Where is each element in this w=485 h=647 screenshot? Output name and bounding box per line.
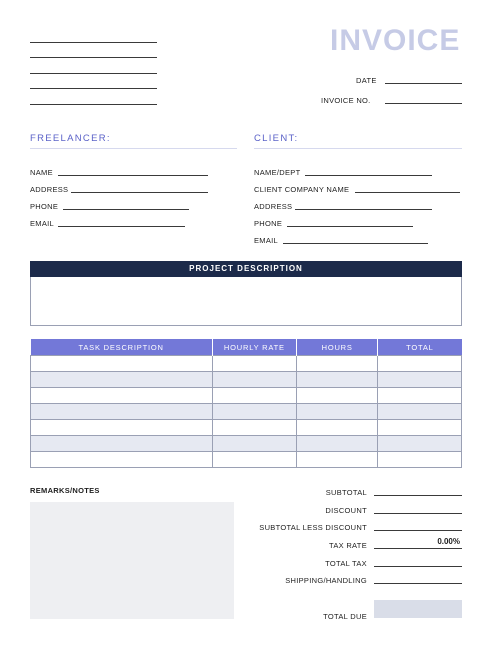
- freelancer-address-field[interactable]: [71, 192, 208, 193]
- client-address-field[interactable]: [295, 209, 432, 210]
- hours-cell[interactable]: [297, 452, 378, 468]
- remarks-field[interactable]: [30, 502, 234, 619]
- col-task-description: TASK DESCRIPTION: [31, 339, 213, 356]
- hours-cell[interactable]: [297, 404, 378, 420]
- table-row: [31, 404, 462, 420]
- freelancer-name-field[interactable]: [58, 175, 208, 176]
- table-row: [31, 420, 462, 436]
- rate-cell[interactable]: [212, 436, 296, 452]
- header-blank-line-2[interactable]: [30, 57, 157, 58]
- subtotal-less-discount-label: SUBTOTAL LESS DISCOUNT: [259, 523, 367, 532]
- col-hours: HOURS: [297, 339, 378, 356]
- total-cell[interactable]: [378, 356, 462, 372]
- remarks-label: REMARKS/NOTES: [30, 486, 100, 495]
- tax-rate-field: [374, 548, 462, 549]
- header-blank-line-1[interactable]: [30, 42, 157, 43]
- total-due-field[interactable]: [374, 600, 462, 618]
- task-cell[interactable]: [31, 436, 213, 452]
- task-cell[interactable]: [31, 420, 213, 436]
- table-row: [31, 372, 462, 388]
- hours-cell[interactable]: [297, 420, 378, 436]
- task-table: [30, 339, 462, 468]
- hours-cell[interactable]: [297, 356, 378, 372]
- rate-cell[interactable]: [212, 420, 296, 436]
- task-cell[interactable]: [31, 452, 213, 468]
- total-cell[interactable]: [378, 388, 462, 404]
- client-phone-label: PHONE: [254, 219, 283, 228]
- tax-rate-value[interactable]: 0.00%: [437, 537, 460, 546]
- shipping-handling-field[interactable]: [374, 583, 462, 584]
- freelancer-heading: FREELANCER:: [30, 133, 111, 144]
- col-total: TOTAL: [378, 339, 462, 356]
- total-cell[interactable]: [378, 436, 462, 452]
- subtotal-field[interactable]: [374, 495, 462, 496]
- project-description-field[interactable]: [30, 277, 462, 326]
- table-row: [31, 356, 462, 372]
- task-cell[interactable]: [31, 372, 213, 388]
- table-row: [31, 452, 462, 468]
- client-name-dept-label: NAME/DEPT: [254, 168, 301, 177]
- client-company-field[interactable]: [355, 192, 460, 193]
- date-label: DATE: [356, 76, 377, 85]
- table-row: [31, 388, 462, 404]
- client-email-label: EMAIL: [254, 236, 279, 245]
- shipping-handling-label: SHIPPING/HANDLING: [285, 576, 367, 585]
- freelancer-address-label: ADDRESS: [30, 185, 69, 194]
- client-name-dept-field[interactable]: [305, 175, 432, 176]
- client-company-label: CLIENT COMPANY NAME: [254, 185, 350, 194]
- total-tax-label: TOTAL TAX: [325, 559, 367, 568]
- discount-label: DISCOUNT: [325, 506, 367, 515]
- client-email-field[interactable]: [283, 243, 428, 244]
- hours-cell[interactable]: [297, 388, 378, 404]
- rate-cell[interactable]: [212, 372, 296, 388]
- tax-rate-label: TAX RATE: [329, 541, 367, 550]
- subtotal-less-discount-field[interactable]: [374, 530, 462, 531]
- client-divider: [254, 148, 462, 149]
- col-hourly-rate: HOURLY RATE: [212, 339, 296, 356]
- total-cell[interactable]: [378, 420, 462, 436]
- freelancer-divider: [30, 148, 237, 149]
- rate-cell[interactable]: [212, 356, 296, 372]
- client-address-label: ADDRESS: [254, 202, 293, 211]
- total-cell[interactable]: [378, 404, 462, 420]
- invoice-no-label: INVOICE NO.: [321, 96, 371, 105]
- client-phone-field[interactable]: [287, 226, 413, 227]
- header-blank-line-4[interactable]: [30, 88, 157, 89]
- total-cell[interactable]: [378, 372, 462, 388]
- total-due-label: TOTAL DUE: [323, 612, 367, 621]
- invoice-no-field[interactable]: [385, 103, 462, 104]
- project-description-heading: PROJECT DESCRIPTION: [30, 261, 462, 277]
- freelancer-email-field[interactable]: [58, 226, 185, 227]
- rate-cell[interactable]: [212, 452, 296, 468]
- rate-cell[interactable]: [212, 388, 296, 404]
- task-cell[interactable]: [31, 388, 213, 404]
- total-cell[interactable]: [378, 452, 462, 468]
- rate-cell[interactable]: [212, 404, 296, 420]
- freelancer-email-label: EMAIL: [30, 219, 55, 228]
- client-heading: CLIENT:: [254, 133, 299, 144]
- task-cell[interactable]: [31, 404, 213, 420]
- total-tax-field[interactable]: [374, 566, 462, 567]
- table-row: [31, 436, 462, 452]
- freelancer-phone-label: PHONE: [30, 202, 59, 211]
- date-field[interactable]: [385, 83, 462, 84]
- freelancer-phone-field[interactable]: [63, 209, 189, 210]
- subtotal-label: SUBTOTAL: [325, 488, 367, 497]
- header-blank-line-3[interactable]: [30, 73, 157, 74]
- invoice-title: INVOICE: [330, 24, 461, 57]
- header-blank-line-5[interactable]: [30, 104, 157, 105]
- freelancer-name-label: NAME: [30, 168, 53, 177]
- task-cell[interactable]: [31, 356, 213, 372]
- hours-cell[interactable]: [297, 436, 378, 452]
- discount-field[interactable]: [374, 513, 462, 514]
- hours-cell[interactable]: [297, 372, 378, 388]
